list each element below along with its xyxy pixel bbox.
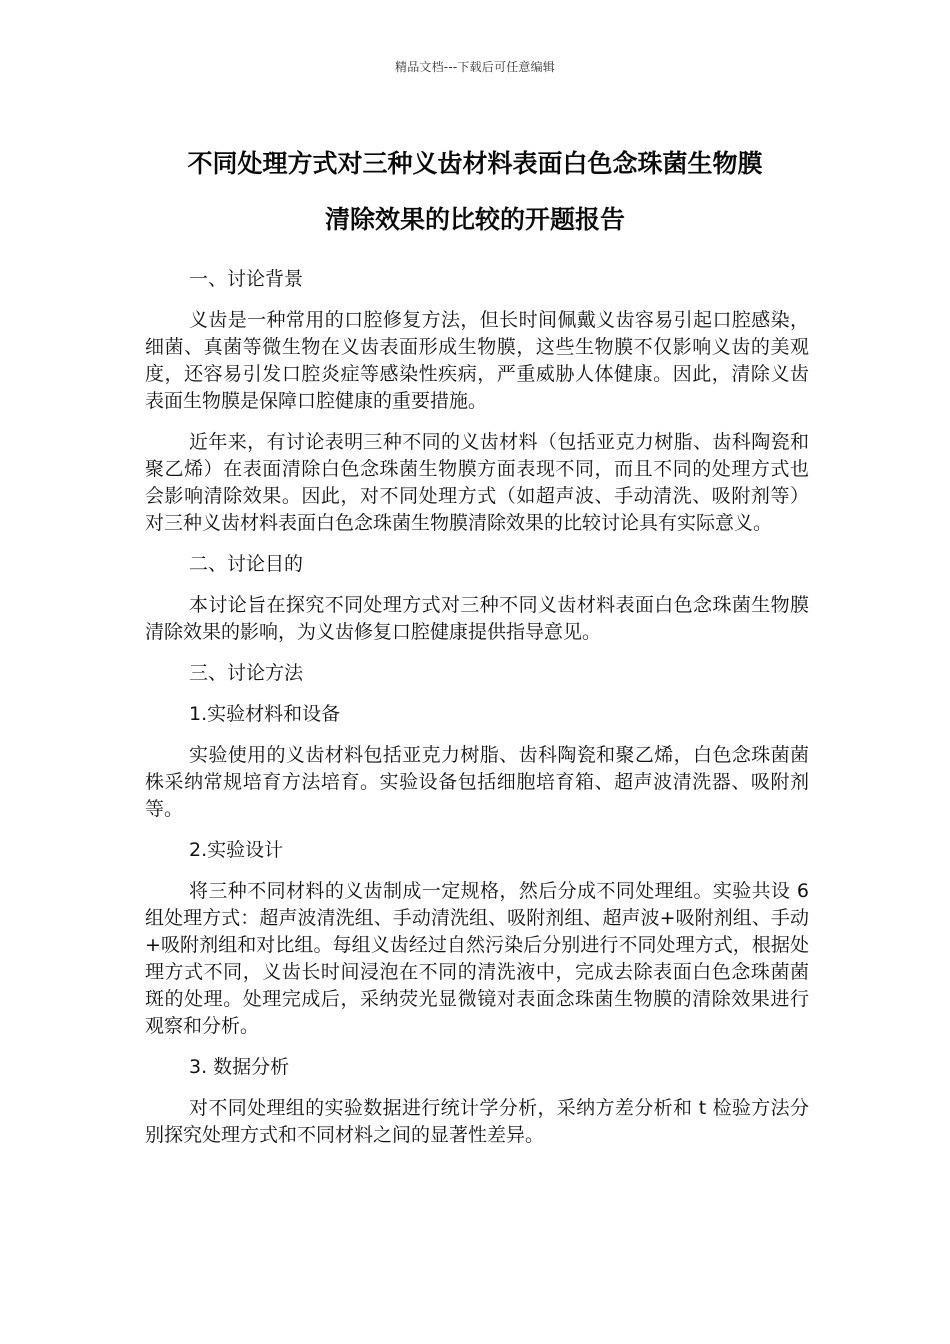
paragraph-materials: 实验使用的义齿材料包括亚克力树脂、齿科陶瓷和聚乙烯，白色念珠菌菌株采纳常规培育方法培育。实验设备包括细胞培育箱、超声波清洗器、吸附剂等。 xyxy=(145,744,809,820)
title-line-2: 清除效果的比较的开题报告 xyxy=(324,205,625,234)
subheading-design: 2.实验设计 xyxy=(189,839,284,861)
paragraph-background-1: 义齿是一种常用的口腔修复方法，但长时间佩戴义齿容易引起口腔感染，细菌、真菌等微生物在义齿表面形成生物膜，这些生物膜不仅影响义齿的美观度，还容易引发口腔炎症等感染性疾病，严重威胁人体健康。因此，清除义齿表面生物膜是保障口腔健康的重要措施。 xyxy=(145,309,809,412)
paragraph-analysis: 对不同处理组的实验数据进行统计学分析，采纳方差分析和 t 检验方法分别探究处理方式和不同材料之间的显著性差异。 xyxy=(145,1097,809,1146)
title-line-1: 不同处理方式对三种义齿材料表面白色念珠菌生物膜 xyxy=(187,149,763,178)
subheading-analysis: 3. 数据分析 xyxy=(189,1056,290,1078)
section-heading-background: 一、讨论背景 xyxy=(189,268,304,290)
document-title xyxy=(120,136,830,248)
paragraph-design: 将三种不同材料的义齿制成一定规格，然后分成不同处理组。实验共设 6 组处理方式：超声波清洗组、手动清洗组、吸附剂组、超声波+吸附剂组、手动+吸附剂组和对比组。每组义齿经过自然污染后分别进行不同处理方式，根据处理方式不同，义齿长时间浸泡在不同的清洗液中，完成去除表面白色念珠菌菌斑的处理。处理完成后，采纳荧光显微镜对表面念珠菌生物膜的清除效果进行观察和分析。 xyxy=(145,880,809,1037)
section-heading-methods: 三、讨论方法 xyxy=(189,662,304,684)
section-heading-purpose: 二、讨论目的 xyxy=(189,553,304,575)
header-note: 精品文档---下载后可任意编辑 xyxy=(395,60,555,74)
paragraph-background-2: 近年来，有讨论表明三种不同的义齿材料（包括亚克力树脂、齿科陶瓷和聚乙烯）在表面清除白色念珠菌生物膜方面表现不同，而且不同的处理方式也会影响清除效果。因此，对不同处理方式（如超声波、手动清洗、吸附剂等）对三种义齿材料表面白色念珠菌生物膜清除效果的比较讨论具有实际意义。 xyxy=(145,431,809,534)
paragraph-purpose: 本讨论旨在探究不同处理方式对三种不同义齿材料表面白色念珠菌生物膜清除效果的影响，为义齿修复口腔健康提供指导意见。 xyxy=(145,594,809,643)
document-body xyxy=(145,266,809,1163)
subheading-materials: 1.实验材料和设备 xyxy=(189,703,341,725)
